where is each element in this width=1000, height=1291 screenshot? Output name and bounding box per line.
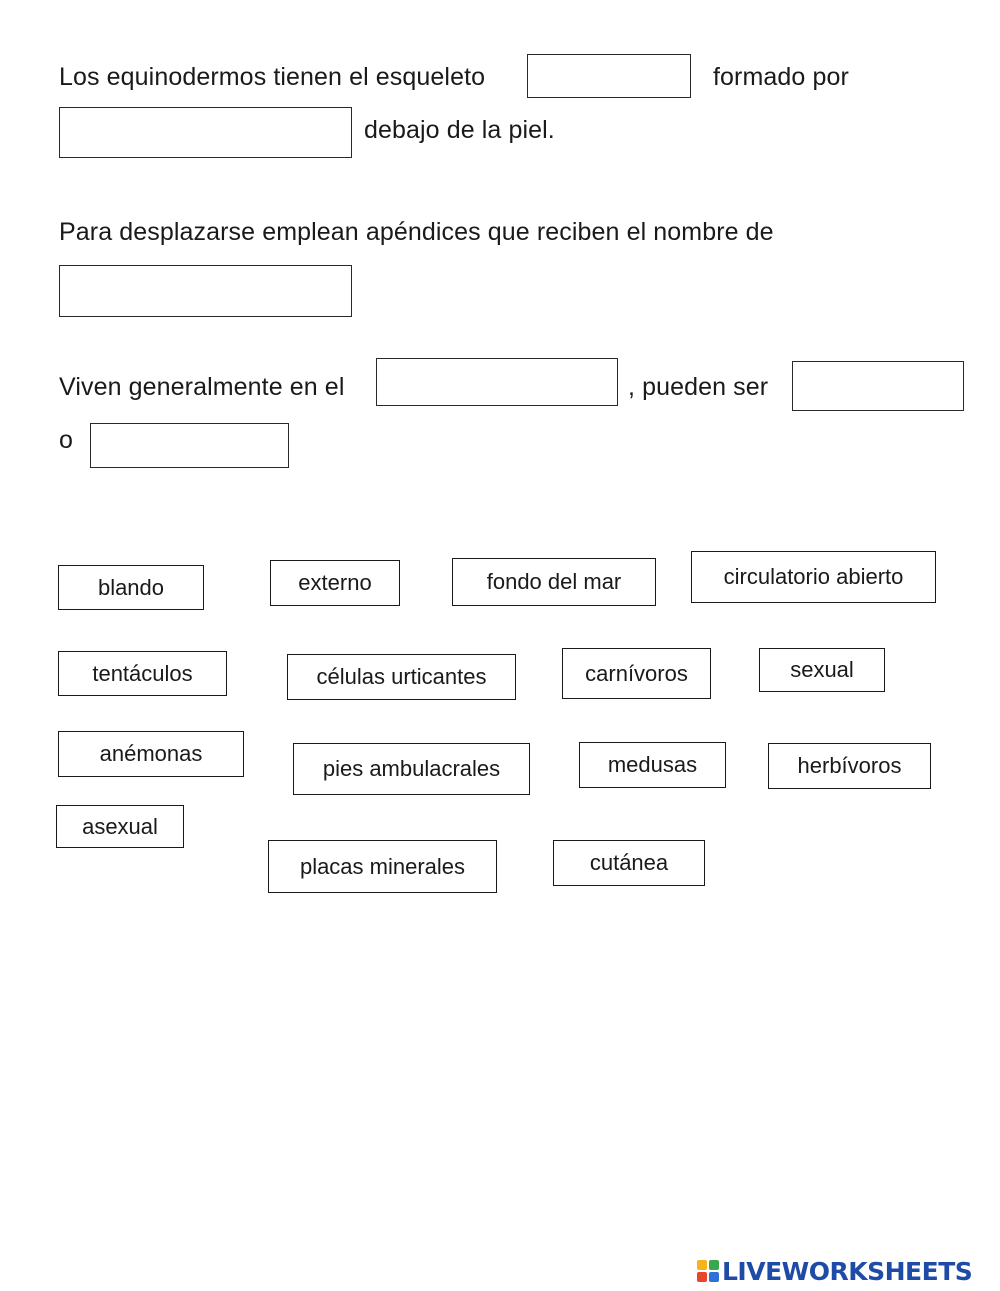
word-chip-externo[interactable]: externo	[270, 560, 400, 606]
answer-blank-3[interactable]	[59, 265, 352, 317]
sentence1-text-b: formado por	[713, 63, 849, 91]
liveworksheets-logo	[697, 1255, 972, 1287]
word-chip-asexual[interactable]: asexual	[56, 805, 184, 848]
sentence3-text-b: , pueden ser	[628, 373, 769, 401]
word-chip-cutanea[interactable]: cutánea	[553, 840, 705, 886]
sentence2-text-a: Para desplazarse emplean apéndices que reciben el nombre de	[59, 218, 774, 246]
word-chip-carnivoros[interactable]: carnívoros	[562, 648, 711, 699]
logo-block-red	[697, 1272, 707, 1282]
word-chip-tentaculos[interactable]: tentáculos	[58, 651, 227, 696]
word-chip-fondo-del-mar[interactable]: fondo del mar	[452, 558, 656, 606]
answer-blank-2[interactable]	[59, 107, 352, 158]
word-chip-anemonas[interactable]: anémonas	[58, 731, 244, 777]
answer-blank-1[interactable]	[527, 54, 691, 98]
word-chip-sexual[interactable]: sexual	[759, 648, 885, 692]
word-chip-blando[interactable]: blando	[58, 565, 204, 610]
logo-block-green	[709, 1260, 719, 1270]
answer-blank-6[interactable]	[90, 423, 289, 468]
logo-block-yellow	[697, 1260, 707, 1270]
word-chip-celulas-urticantes[interactable]: células urticantes	[287, 654, 516, 700]
word-chip-pies-ambulacrales[interactable]: pies ambulacrales	[293, 743, 530, 795]
word-chip-circulatorio-abierto[interactable]: circulatorio abierto	[691, 551, 936, 603]
answer-blank-4[interactable]	[376, 358, 618, 406]
sentence3-text-a: Viven generalmente en el	[59, 373, 345, 401]
word-chip-placas-minerales[interactable]: placas minerales	[268, 840, 497, 893]
logo-block-blue	[709, 1272, 719, 1282]
word-chip-medusas[interactable]: medusas	[579, 742, 726, 788]
answer-blank-5[interactable]	[792, 361, 964, 411]
sentence3-text-c: o	[59, 426, 74, 454]
logo-text: LIVEWORKSHEETS	[722, 1256, 973, 1286]
word-chip-herbivoros[interactable]: herbívoros	[768, 743, 931, 789]
logo-blocks-icon	[697, 1260, 719, 1282]
sentence1-text-c: debajo de la piel.	[364, 116, 555, 144]
sentence1-text-a: Los equinodermos tienen el esqueleto	[59, 63, 486, 91]
